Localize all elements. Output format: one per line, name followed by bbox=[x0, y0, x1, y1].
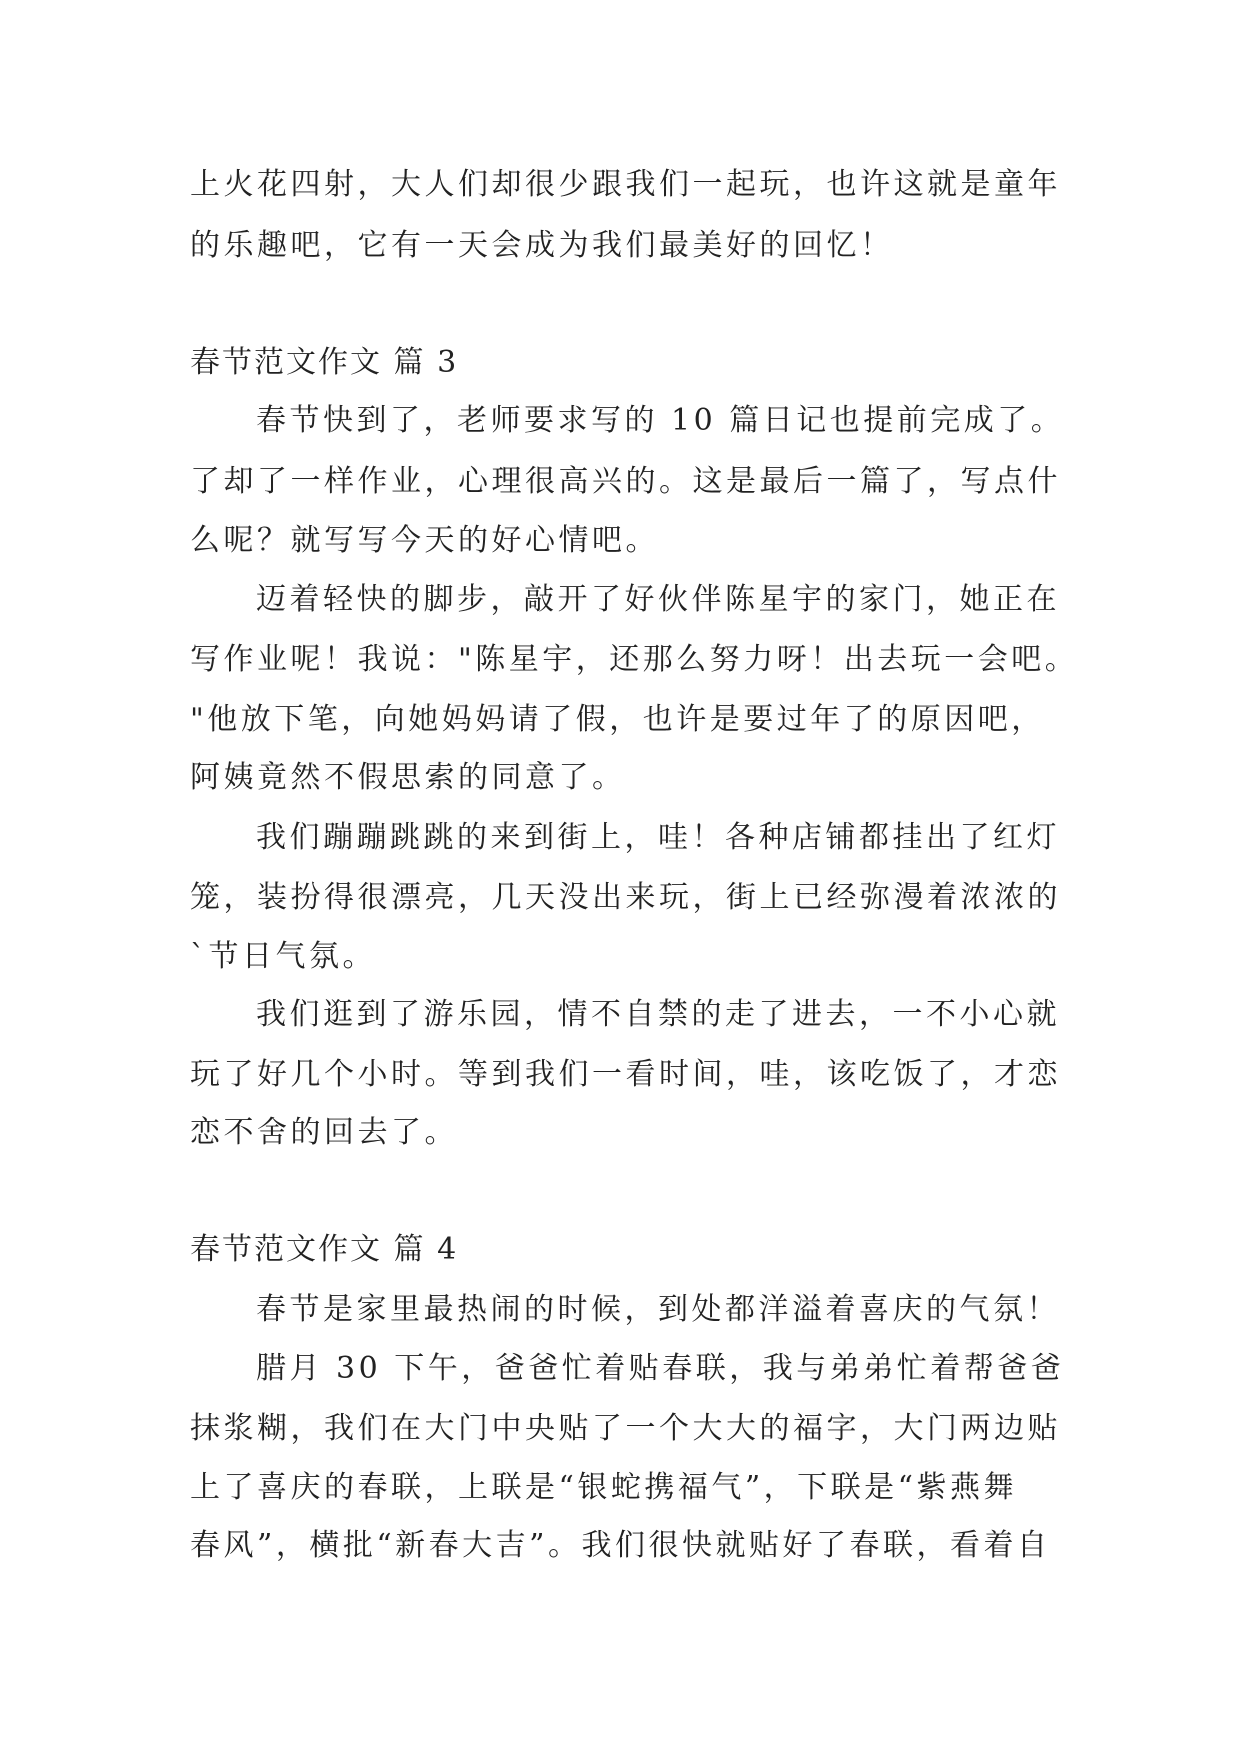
paragraph-line: "他放下笔，向她妈妈请了假，也许是要过年了的原因吧， bbox=[190, 702, 1045, 737]
paragraph-line: 上了喜庆的春联，上联是“银蛇携福气”，下联是“紫燕舞 bbox=[190, 1470, 1018, 1505]
section-heading-3: 春节范文作文 篇 3 bbox=[190, 345, 459, 380]
paragraph-line: 我们蹦蹦跳跳的来到街上，哇！各种店铺都挂出了红灯 bbox=[256, 820, 1060, 855]
paragraph-line: 上火花四射，大人们却很少跟我们一起玩，也许这就是童年 bbox=[190, 167, 1061, 202]
paragraph-line: 恋不舍的回去了。 bbox=[190, 1115, 458, 1150]
paragraph-line: `节日气氛。 bbox=[190, 939, 376, 974]
paragraph-line: 抹浆糊，我们在大门中央贴了一个大大的福字，大门两边贴 bbox=[190, 1411, 1061, 1446]
section-heading-4: 春节范文作文 篇 4 bbox=[190, 1232, 459, 1267]
paragraph-line: 了却了一样作业，心理很高兴的。这是最后一篇了，写点什 bbox=[190, 464, 1061, 499]
paragraph-line: 的乐趣吧，它有一天会成为我们最美好的回忆！ bbox=[190, 228, 894, 263]
paragraph-line: 阿姨竟然不假思索的同意了。 bbox=[190, 760, 626, 795]
paragraph-line: 迈着轻快的脚步，敲开了好伙伴陈星宇的家门，她正在 bbox=[256, 582, 1060, 617]
paragraph-line: 我们逛到了游乐园，情不自禁的走了进去，一不小心就 bbox=[256, 997, 1060, 1032]
paragraph-line: 腊月 30 下午，爸爸忙着贴春联，我与弟弟忙着帮爸爸 bbox=[256, 1351, 1065, 1386]
paragraph-line: 春节快到了，老师要求写的 10 篇日记也提前完成了。 bbox=[256, 403, 1065, 438]
paragraph-line: 么呢？就写写今天的好心情吧。 bbox=[190, 523, 659, 558]
paragraph-line: 春节是家里最热闹的时候，到处都洋溢着喜庆的气氛！ bbox=[256, 1292, 1060, 1327]
paragraph-line: 玩了好几个小时。等到我们一看时间，哇，该吃饭了，才恋 bbox=[190, 1057, 1061, 1092]
paragraph-line: 春风”，横批“新春大吉”。我们很快就贴好了春联，看着自 bbox=[190, 1528, 1051, 1563]
paragraph-line: 写作业呢！我说："陈星宇，还那么努力呀！出去玩一会吧。 bbox=[190, 642, 1079, 677]
paragraph-line: 笼，装扮得很漂亮，几天没出来玩，街上已经弥漫着浓浓的 bbox=[190, 880, 1061, 915]
